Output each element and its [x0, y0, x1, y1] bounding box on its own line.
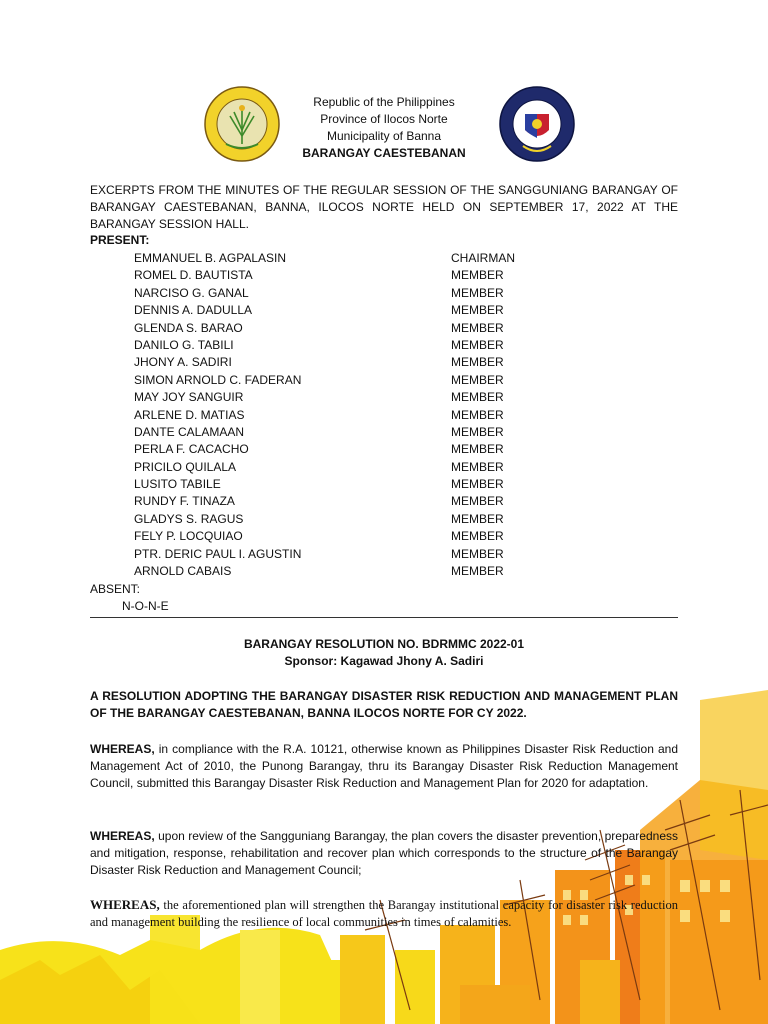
attendee-position: MEMBER [451, 285, 504, 300]
header-municipality: Municipality of Banna [326, 129, 442, 143]
attendee-name: PERLA F. CACACHO [134, 442, 249, 457]
attendee-position: MEMBER [451, 355, 504, 370]
whereas-text: the aforementioned plan will strengthen the Barangay institutional capacity for disaster risk reduction and management building the resilience of local communities in times of calamities. [90, 898, 678, 929]
attendee-name: RUNDY F. TINAZA [134, 494, 235, 509]
attendee-position: MEMBER [451, 424, 504, 439]
attendee-row [134, 528, 554, 545]
whereas-lead: WHEREAS, [90, 829, 155, 843]
attendee-position: MEMBER [451, 511, 504, 526]
attendee-row [134, 337, 554, 354]
attendee-position: MEMBER [451, 564, 504, 579]
resolution-sponsor: Sponsor: Kagawad Jhony A. Sadiri [284, 654, 484, 668]
present-label: PRESENT: [90, 233, 150, 247]
attendee-row [134, 389, 554, 406]
header-province: Province of Ilocos Norte [320, 112, 448, 126]
attendee-position: MEMBER [451, 320, 504, 335]
attendee-name: JHONY A. SADIRI [134, 355, 232, 370]
attendee-name: NARCISO G. GANAL [134, 285, 249, 300]
attendee-name: ARNOLD CABAIS [134, 564, 232, 579]
attendee-row [134, 354, 554, 371]
attendee-position: MEMBER [451, 546, 504, 561]
attendee-row [134, 267, 554, 284]
attendee-position: MEMBER [451, 529, 504, 544]
attendee-row [134, 372, 554, 389]
attendee-position: MEMBER [451, 268, 504, 283]
letterhead [270, 94, 498, 162]
attendee-row [134, 320, 554, 337]
attendee-name: PRICILO QUILALA [134, 459, 237, 474]
attendee-position: CHAIRMAN [451, 251, 516, 265]
attendee-name: GLENDA S. BARAO [134, 320, 243, 335]
attendee-name: SIMON ARNOLD C. FADERAN [134, 372, 302, 387]
absent-label: ABSENT: [90, 582, 141, 596]
attendee-row [134, 511, 554, 528]
attendee-row [134, 407, 554, 424]
attendee-row [134, 459, 554, 476]
minutes-intro: EXCERPTS FROM THE MINUTES OF THE REGULAR SESSION OF THE SANGGUNIANG BARANGAY OF BARANGAY CAESTEBANAN, BANNA, ILOCOS NORTE HELD ON SEPTEMBER 17, 2022 AT THE BARANGAY SESSION HALL. [90, 183, 678, 231]
attendee-name: DENNIS A. DADULLA [134, 303, 253, 318]
attendee-position: MEMBER [451, 477, 504, 492]
attendee-name: DANILO G. TABILI [134, 337, 234, 352]
attendee-name: MAY JOY SANGUIR [134, 390, 244, 405]
attendee-row [134, 302, 554, 319]
attendee-name: FELY P. LOCQUIAO [134, 529, 243, 544]
attendee-row [134, 563, 554, 580]
attendee-name: GLADYS S. RAGUS [134, 511, 244, 526]
attendee-name: PTR. DERIC PAUL I. AGUSTIN [134, 546, 302, 561]
attendee-position: MEMBER [451, 494, 504, 509]
whereas-clause [90, 741, 678, 792]
whereas-lead: WHEREAS, [90, 897, 160, 912]
resolution-heading: A RESOLUTION ADOPTING THE BARANGAY DISASTER RISK REDUCTION AND MANAGEMENT PLAN OF THE BARANGAY CAESTEBANAN, BANNA ILOCOS NORTE FOR CY 2022. [90, 689, 678, 720]
attendee-position: MEMBER [451, 372, 504, 387]
attendee-row [134, 476, 554, 493]
municipal-seal-logo [499, 86, 575, 162]
attendee-position: MEMBER [451, 442, 504, 457]
attendee-name: EMMANUEL B. AGPALASIN [134, 251, 287, 265]
attendee-position: MEMBER [451, 303, 504, 318]
barangay-seal-logo [204, 86, 280, 162]
whereas-text: in compliance with the R.A. 10121, otherwise known as Philippines Disaster Risk Reduction and Management Act of 2010, the Punong Barangay, thru its Barangay Disaster Risk Reduction Management Council, submitted this Barangay Disaster Risk Reduction and Management Plan for 2020 for adaptation. [90, 742, 678, 790]
attendee-row [134, 441, 554, 458]
attendee-row [134, 546, 554, 563]
attendee-name: ARLENE D. MATIAS [134, 407, 245, 422]
header-republic: Republic of the Philippines [313, 95, 455, 109]
attendee-name: LUSITO TABILE [134, 477, 221, 492]
attendee-position: MEMBER [451, 337, 504, 352]
header-barangay: BARANGAY CAESTEBANAN [302, 146, 466, 160]
whereas-text: upon review of the Sangguniang Barangay, the plan covers the disaster prevention, preparedness and mitigation, response, rehabilitation and recover plan which corresponds to the structure of the Barangay Disaster Risk Reduction and Management Council; [90, 829, 678, 877]
attendee-row [134, 493, 554, 510]
attendee-row [134, 285, 554, 302]
whereas-clause [90, 896, 678, 931]
attendee-position: MEMBER [451, 407, 504, 422]
absent-value: N-O-N-E [122, 599, 169, 613]
attendee-name: ROMEL D. BAUTISTA [134, 268, 253, 283]
resolution-number: BARANGAY RESOLUTION NO. BDRMMC 2022-01 [243, 637, 525, 651]
attendee-position: MEMBER [451, 459, 504, 474]
whereas-clause [90, 828, 678, 879]
attendee-position: MEMBER [451, 390, 504, 405]
section-divider [90, 617, 678, 618]
attendee-list [134, 250, 554, 580]
whereas-lead: WHEREAS, [90, 742, 155, 756]
attendee-name: DANTE CALAMAAN [134, 424, 245, 439]
attendee-row [134, 250, 554, 267]
attendee-row [134, 424, 554, 441]
